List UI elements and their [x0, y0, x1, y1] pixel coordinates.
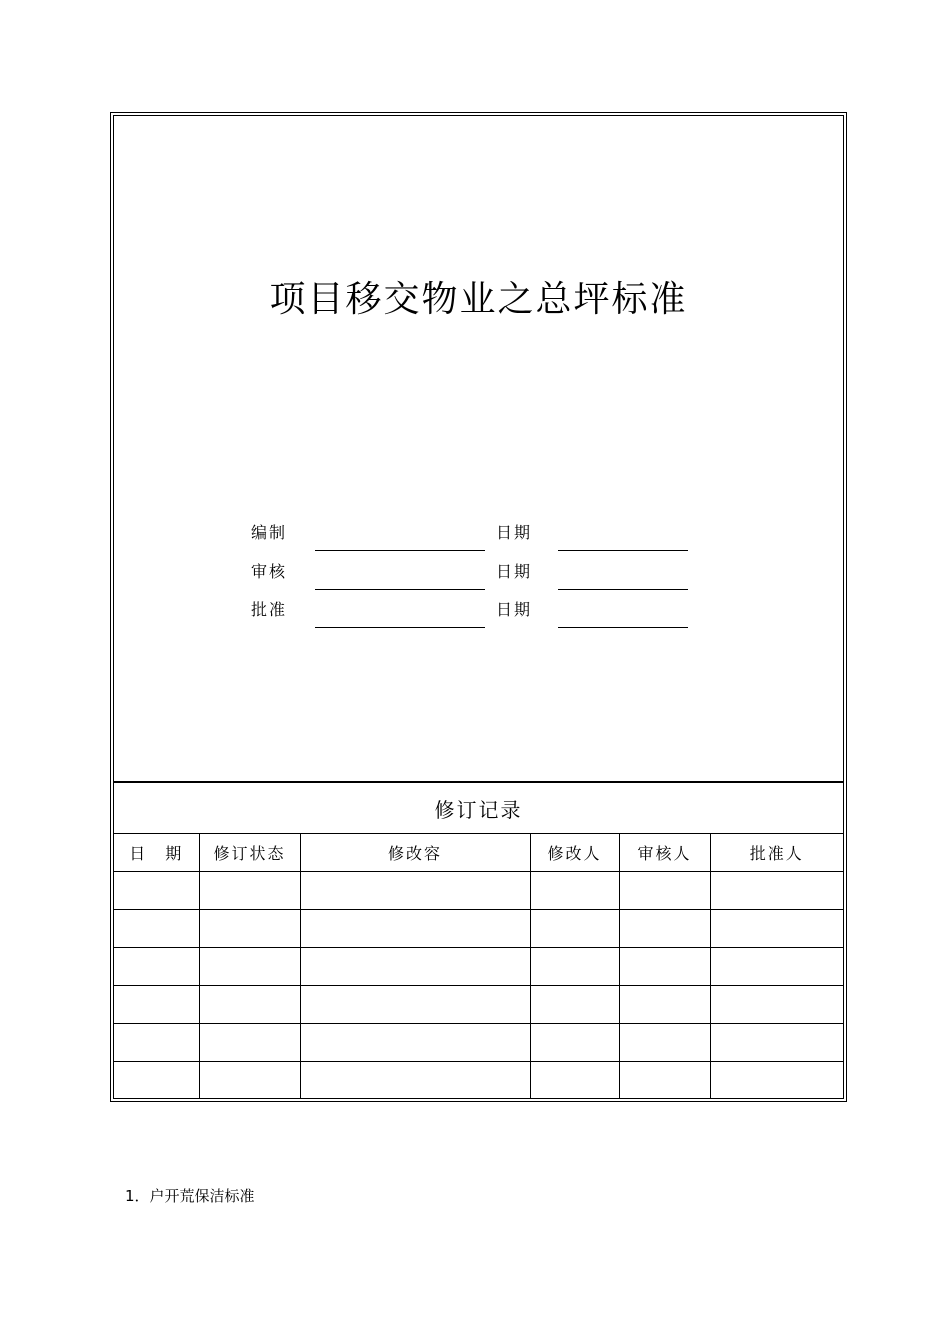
cover-section: [114, 116, 843, 783]
table-cell: [530, 872, 619, 910]
signoff-row-prepared: [114, 516, 843, 550]
date-line: [558, 627, 688, 628]
revision-record-table: [114, 783, 843, 1099]
table-cell: [199, 910, 300, 948]
table-cell: [114, 872, 199, 910]
table-cell: [114, 948, 199, 986]
table-cell: [619, 1062, 710, 1100]
table-cell: [530, 910, 619, 948]
table-cell: [710, 948, 843, 986]
date-label: 日期: [496, 600, 533, 619]
signature-line: [315, 627, 485, 628]
column-header-date: 日 期: [114, 834, 199, 872]
table-cell: [114, 910, 199, 948]
table-cell: [619, 1024, 710, 1062]
document-title: 项目移交物业之总坪标准: [269, 279, 688, 320]
table-cell: [199, 872, 300, 910]
table-cell: [300, 948, 530, 986]
table-caption-row: [114, 783, 843, 834]
table-cell: [114, 1024, 199, 1062]
table-cell: [619, 986, 710, 1024]
table-cell: [199, 1062, 300, 1100]
table-cell: [710, 1062, 843, 1100]
column-header-status: 修订状态: [199, 834, 300, 872]
date-label: 日期: [496, 523, 533, 542]
table-caption: 修订记录: [114, 783, 843, 834]
signature-line: [315, 550, 485, 551]
table-cell: [300, 1062, 530, 1100]
signoff-label: 审核: [251, 562, 288, 581]
table-cell: [199, 986, 300, 1024]
signoff-label: 编制: [251, 523, 288, 542]
table-cell: [114, 986, 199, 1024]
table-cell: [619, 910, 710, 948]
table-cell: [710, 910, 843, 948]
table-cell: [710, 986, 843, 1024]
table-cell: [530, 1024, 619, 1062]
section-heading: 1．户开荒保洁标准: [125, 1187, 255, 1205]
table-cell: [710, 872, 843, 910]
date-line: [558, 550, 688, 551]
table-row: [114, 1062, 843, 1100]
table-cell: [199, 1024, 300, 1062]
date-line: [558, 589, 688, 590]
document-inner-frame: [113, 115, 844, 1099]
signoff-row-reviewed: [114, 555, 843, 589]
table-cell: [619, 872, 710, 910]
table-cell: [300, 872, 530, 910]
table-cell: [300, 1024, 530, 1062]
column-header-reviewer: 审核人: [619, 834, 710, 872]
signoff-label: 批准: [251, 600, 288, 619]
column-header-modifier: 修改人: [530, 834, 619, 872]
signoff-row-approved: [114, 593, 843, 627]
table-row: [114, 1024, 843, 1062]
table-cell: [530, 1062, 619, 1100]
table-cell: [619, 948, 710, 986]
column-header-approver: 批准人: [710, 834, 843, 872]
table-row: [114, 872, 843, 910]
table-cell: [300, 910, 530, 948]
table-cell: [300, 986, 530, 1024]
table-row: [114, 948, 843, 986]
table-row: [114, 986, 843, 1024]
date-label: 日期: [496, 562, 533, 581]
column-header-content: 修改容: [300, 834, 530, 872]
table-cell: [530, 986, 619, 1024]
table-header-row: [114, 834, 843, 872]
table-cell: [199, 948, 300, 986]
document-frame: [110, 112, 847, 1102]
table-row: [114, 910, 843, 948]
table-cell: [114, 1062, 199, 1100]
table-cell: [710, 1024, 843, 1062]
signature-line: [315, 589, 485, 590]
table-cell: [530, 948, 619, 986]
